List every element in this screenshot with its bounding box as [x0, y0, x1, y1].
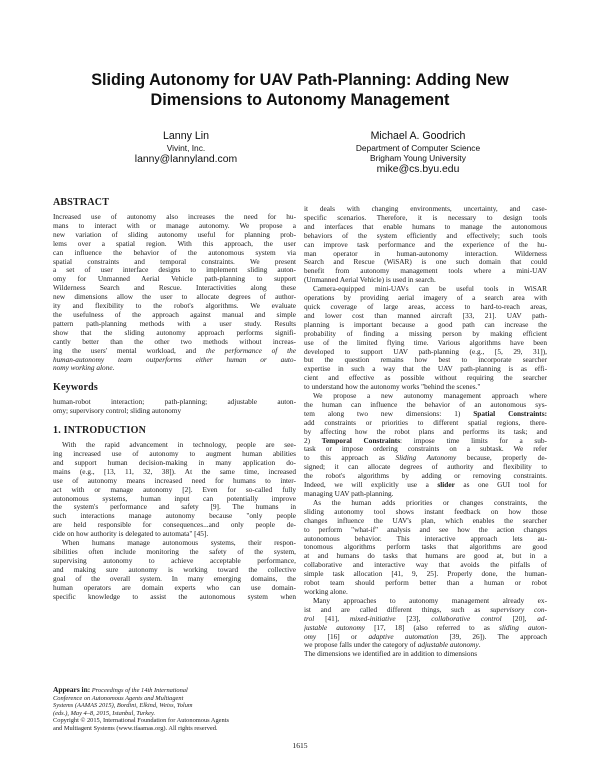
- author-name: Lanny Lin: [163, 130, 209, 142]
- body-line: benefit from autonomy management tools where a mini-UAV: [304, 267, 547, 276]
- body-line: As the human adds priorities or changes constraints, the: [313, 498, 547, 507]
- body-text: to this approach as: [304, 454, 385, 463]
- intro-line: With the rapid advancement in technology, people are see-: [62, 441, 296, 450]
- italic-term: supervisory con-: [490, 605, 547, 614]
- intro-line: When humans manage autonomous systems, their respon-: [62, 539, 296, 548]
- intro-line: the system's performance and safety [9]. The humans in: [53, 503, 296, 512]
- intro-line: supervising autonomy to achieve acceptable performance,: [53, 556, 296, 565]
- body-line: simple task allocation [41, 9, 25]. Properly done, the human-: [304, 570, 547, 579]
- right-paragraph-5: [304, 597, 547, 659]
- abstract-line: Wilderness Search and Rescue. Interactivities along these: [53, 284, 296, 293]
- intro-line: and support human decision-making in many application do-: [53, 458, 296, 467]
- body-line: cient and effective as possible without requiring the searcher: [304, 374, 547, 383]
- author-email: mike@cs.byu.edu: [376, 164, 460, 175]
- body-line: operations by providing aerial imagery of a search area with: [304, 294, 547, 303]
- right-paragraph-2: [304, 285, 547, 392]
- abstract-text: [53, 213, 296, 373]
- abstract-line: spatial constraints and temporal constraints. We present: [53, 257, 296, 266]
- italic-term: sliding auton-: [498, 623, 547, 632]
- body-text: ist and are called different things, such as: [304, 605, 481, 614]
- italic-term: justable autonomy: [304, 623, 365, 632]
- body-text: 2): [304, 436, 311, 445]
- body-line: (Unmanned Aerial Vehicle) is used in search.: [304, 276, 436, 285]
- abstract-line: mans to interact with or manage autonomy. We propose a: [53, 221, 296, 230]
- footnote: [53, 686, 296, 733]
- footnote-label: Appears in:: [53, 685, 91, 694]
- body-line: expertise in such a way that the UAV path-planning is as effi-: [304, 365, 547, 374]
- body-line: autonomous behavior. This interactive approach lets au-: [304, 534, 547, 543]
- paper-title: [40, 70, 560, 110]
- italic-term: collaborative control: [431, 614, 502, 623]
- body-line: sliding autonomy tool shows instant feedback on how those: [304, 507, 547, 516]
- body-text: Indeed, we will explicitly use a: [304, 481, 429, 490]
- body-text: [41],: [314, 614, 340, 623]
- body-line: [304, 633, 547, 642]
- footnote-line-1: [53, 686, 296, 695]
- body-line: [304, 410, 547, 419]
- author-email: lanny@lannyland.com: [134, 154, 238, 165]
- abstract-line: pattern path-planning methods with a user study. Results: [53, 319, 296, 328]
- italic-term: Sliding Autonomy: [395, 454, 457, 463]
- body-line: signed; it can allocate degrees of authority and flexibility to: [304, 463, 547, 472]
- abstract-line: [53, 347, 296, 356]
- abstract-heading: ABSTRACT: [53, 197, 110, 208]
- body-line: by affecting how the robot plans and performs its task; and: [304, 427, 547, 436]
- abstract-italic-line: human-autonomy team outperforms either human or auto-: [53, 355, 296, 364]
- body-line: add constraints or priorities to different spatial regions, there-: [304, 418, 547, 427]
- intro-line: specific knowledge to assist the autonomous system when: [53, 592, 296, 601]
- bold-term: Spatial Constraints:: [473, 409, 547, 418]
- body-line: working alone.: [304, 587, 348, 596]
- right-paragraph-3: [304, 392, 547, 499]
- body-line: [304, 624, 547, 633]
- abstract-line: new dimensions allow the user to allocate degrees of author-: [53, 293, 296, 302]
- body-text: [39, 26]). The approach: [438, 632, 547, 641]
- italic-term: trol: [304, 614, 315, 623]
- abstract-line: Increased use of autonomy also increases the need for hu-: [53, 213, 296, 221]
- body-text: because, properly de-: [456, 454, 547, 463]
- body-line: use of the limited flying time. Various algorithms have been: [304, 338, 547, 347]
- abstract-line: omy for Unmanned Aerial Vehicle path-planning to support: [53, 275, 296, 284]
- body-text: .: [478, 641, 481, 650]
- intro-line: goal of the overall system. In many emerging domains, the: [53, 574, 296, 583]
- body-line: tonomous algorithms perform tasks that algorithms are good: [304, 543, 547, 552]
- body-line: collaborative and interactive way that avoids the pitfalls of: [304, 561, 547, 570]
- bold-term: Temporal Constraints: [321, 436, 401, 445]
- author-block-1: [98, 130, 274, 166]
- footnote-italic-line: Systems (AAMAS 2015), Bordini, Elkind, Weiss, Yolum: [53, 702, 193, 710]
- intro-line: ing increased use of autonomy to augment human abilities: [53, 450, 296, 459]
- body-line: to understand how the autonomy works "behind the scenes.": [304, 383, 481, 392]
- intro-line: are held responsible for consequences...and only people de-: [53, 521, 296, 530]
- copyright-line: Copyright © 2015, International Foundation for Autonomous Agents: [53, 717, 229, 725]
- intro-line: mains (e.g., [13, 11, 32, 38]). At the same time, increased: [53, 467, 296, 476]
- italic-term: adjustable autonomy: [417, 641, 479, 650]
- body-line: man operator in human-autonomy interaction. Wilderness: [304, 249, 547, 258]
- body-line: [304, 481, 547, 490]
- body-line: developed to support UAV path-planning (e.g., [5, 29, 31]),: [304, 347, 547, 356]
- body-line: Many approaches to autonomy management already ex-: [313, 596, 547, 605]
- page-number: 1615: [292, 741, 308, 750]
- left-column: [53, 197, 296, 601]
- body-text: [20],: [501, 614, 527, 623]
- intro-line: cide on how authority is delegated to automata" [45].: [53, 530, 209, 539]
- right-column: [304, 205, 547, 659]
- body-line: task or impose ordering constraints on a subtask. We refer: [304, 445, 547, 454]
- body-line: and lower cost than manned aircraft [33, 21]. UAV path-: [304, 311, 547, 320]
- body-line: [304, 454, 547, 463]
- keywords-heading: Keywords: [53, 382, 98, 394]
- abstract-line: the usefulness of the approach against manual and simple: [53, 310, 296, 319]
- bold-term: slider: [437, 481, 455, 490]
- body-line: Search and Rescue (WiSAR) is one such domain that could: [304, 258, 547, 267]
- body-line: [304, 615, 547, 624]
- body-text: [16] or: [316, 632, 358, 641]
- abstract-line: ity and flexibility to the robot's algorithms. We evaluate: [53, 302, 296, 311]
- body-text: as one GUI tool for: [454, 481, 547, 490]
- body-line: planning is important because a good path can increase the: [304, 320, 547, 329]
- introduction-heading: 1. INTRODUCTION: [53, 425, 147, 437]
- author-affiliation-2: Brigham Young University: [370, 153, 466, 163]
- italic-term: adaptive automation: [368, 632, 439, 641]
- body-text: tem along two new dimensions: 1): [304, 409, 461, 418]
- abstract-line: show that the sliding autonomy approach performs signifi-: [53, 328, 296, 337]
- body-line: it deals with changing environments, uncertainty, and case-: [304, 205, 547, 213]
- intro-line: act with or manage autonomy [2]. Even for so-called fully: [53, 485, 296, 494]
- author-affiliation: Department of Computer Science: [355, 143, 481, 153]
- body-text: : impose time limits for a sub-: [400, 436, 547, 445]
- footnote-italic-line: Conference on Autonomous Agents and Multiagent: [53, 694, 184, 702]
- author-name: Michael A. Goodrich: [370, 130, 466, 142]
- abstract-line-text: ing the users' mental workload, and: [53, 346, 197, 355]
- body-line: The dimensions we identified are in addition to dimensions: [304, 650, 478, 659]
- body-line: quick coverage of large areas, access to hard-to-reach areas,: [304, 302, 547, 311]
- italic-term: omy: [304, 632, 317, 641]
- body-text: we propose falls under the category of: [304, 641, 416, 650]
- body-line: the robot's algorithms by adding or removing constraints.: [304, 472, 547, 481]
- body-line: and interfaces that enable humans to manage the autonomous: [304, 222, 547, 231]
- abstract-line: cantly better than the other two methods without increas-: [53, 337, 296, 346]
- body-line: [304, 641, 547, 650]
- footnote-italic-line: (eds.), May 4–8, 2015, Istanbul, Turkey.: [53, 709, 156, 717]
- intro-line: and making sure autonomy is working toward the collective: [53, 565, 296, 574]
- intro-line: sibilities often include monitoring the safety of the system,: [53, 548, 296, 556]
- intro-line: use of autonomy means increased need for humans to inter-: [53, 476, 296, 485]
- author-block-2: [330, 130, 506, 176]
- title-line-1: Sliding Autonomy for UAV Path-Planning: Adding New: [91, 71, 509, 89]
- body-line: but the question remains how best to incorporate searcher: [304, 356, 547, 365]
- body-line: changes influence the UAV's plan, which enables the searcher: [304, 516, 547, 525]
- introduction-paragraph-1: [53, 441, 296, 539]
- body-line: can improve task performance and the experience of the hu-: [304, 240, 547, 249]
- keywords-line: omy; supervisory control; sliding autonomy: [53, 407, 182, 416]
- intro-line: autonomous systems, human input can potentially improve: [53, 494, 296, 503]
- intro-line: human operators are domain experts who can use domain-: [53, 583, 296, 592]
- keywords-line: human-robot interaction; path-planning; adjustable auton-: [53, 398, 296, 407]
- title-line-2: Dimensions to Autonomy Management: [150, 91, 450, 109]
- body-line: the human can influence the behavior of an autonomous sys-: [304, 400, 547, 409]
- abstract-line: new variation of sliding autonomy useful for planning prob-: [53, 230, 296, 239]
- body-line: managing UAV path-planning.: [304, 490, 394, 498]
- intro-line: such interactions manage autonomy because "only people: [53, 512, 296, 521]
- right-paragraph-1: [304, 205, 547, 285]
- body-line: probability of finding a missing person by making efficient: [304, 329, 547, 338]
- italic-term: mixed-initiative: [349, 614, 396, 623]
- abstract-line: lems over a spatial region. With this approach, the user: [53, 239, 296, 248]
- body-line: robot team should perform better than a human or robot: [304, 579, 547, 588]
- body-line: We propose a new autonomy management approach where: [313, 392, 547, 401]
- body-text: [17, 18] (also referred to as: [364, 623, 490, 632]
- abstract-italic-text: the performance of the: [205, 346, 296, 355]
- abstract-italic-line: nomy working alone.: [53, 364, 115, 373]
- body-line: Camera-equipped mini-UAVs can be useful tools in WiSAR: [313, 285, 547, 294]
- right-paragraph-4: [304, 499, 547, 597]
- body-line: behaviors of the system efficiently and effectively; such tools: [304, 231, 547, 240]
- abstract-line: can influence the behavior of the autonomous system via: [53, 248, 296, 257]
- introduction-paragraph-2: [53, 539, 296, 601]
- footnote-italic: Proceedings of the 14th International: [91, 687, 188, 694]
- body-line: to perform "what-if" analysis and see how the action changes: [304, 525, 547, 534]
- body-text: [23],: [395, 614, 421, 623]
- body-line: [304, 437, 547, 446]
- body-line: specific scenarios. Therefore, it is necessary to design tools: [304, 213, 547, 222]
- author-affiliation: Vivint, Inc.: [166, 143, 206, 153]
- body-line: [304, 606, 547, 615]
- copyright-line: and Multiagent Systems (www.ifaamas.org). All rights reserved.: [53, 724, 218, 732]
- keywords-text: [53, 398, 296, 416]
- italic-term: ad-: [537, 614, 547, 623]
- body-line: at and humans do tasks that humans are good at, but in a: [304, 552, 547, 561]
- abstract-line: a set of user interface designs to implement sliding auton-: [53, 266, 296, 275]
